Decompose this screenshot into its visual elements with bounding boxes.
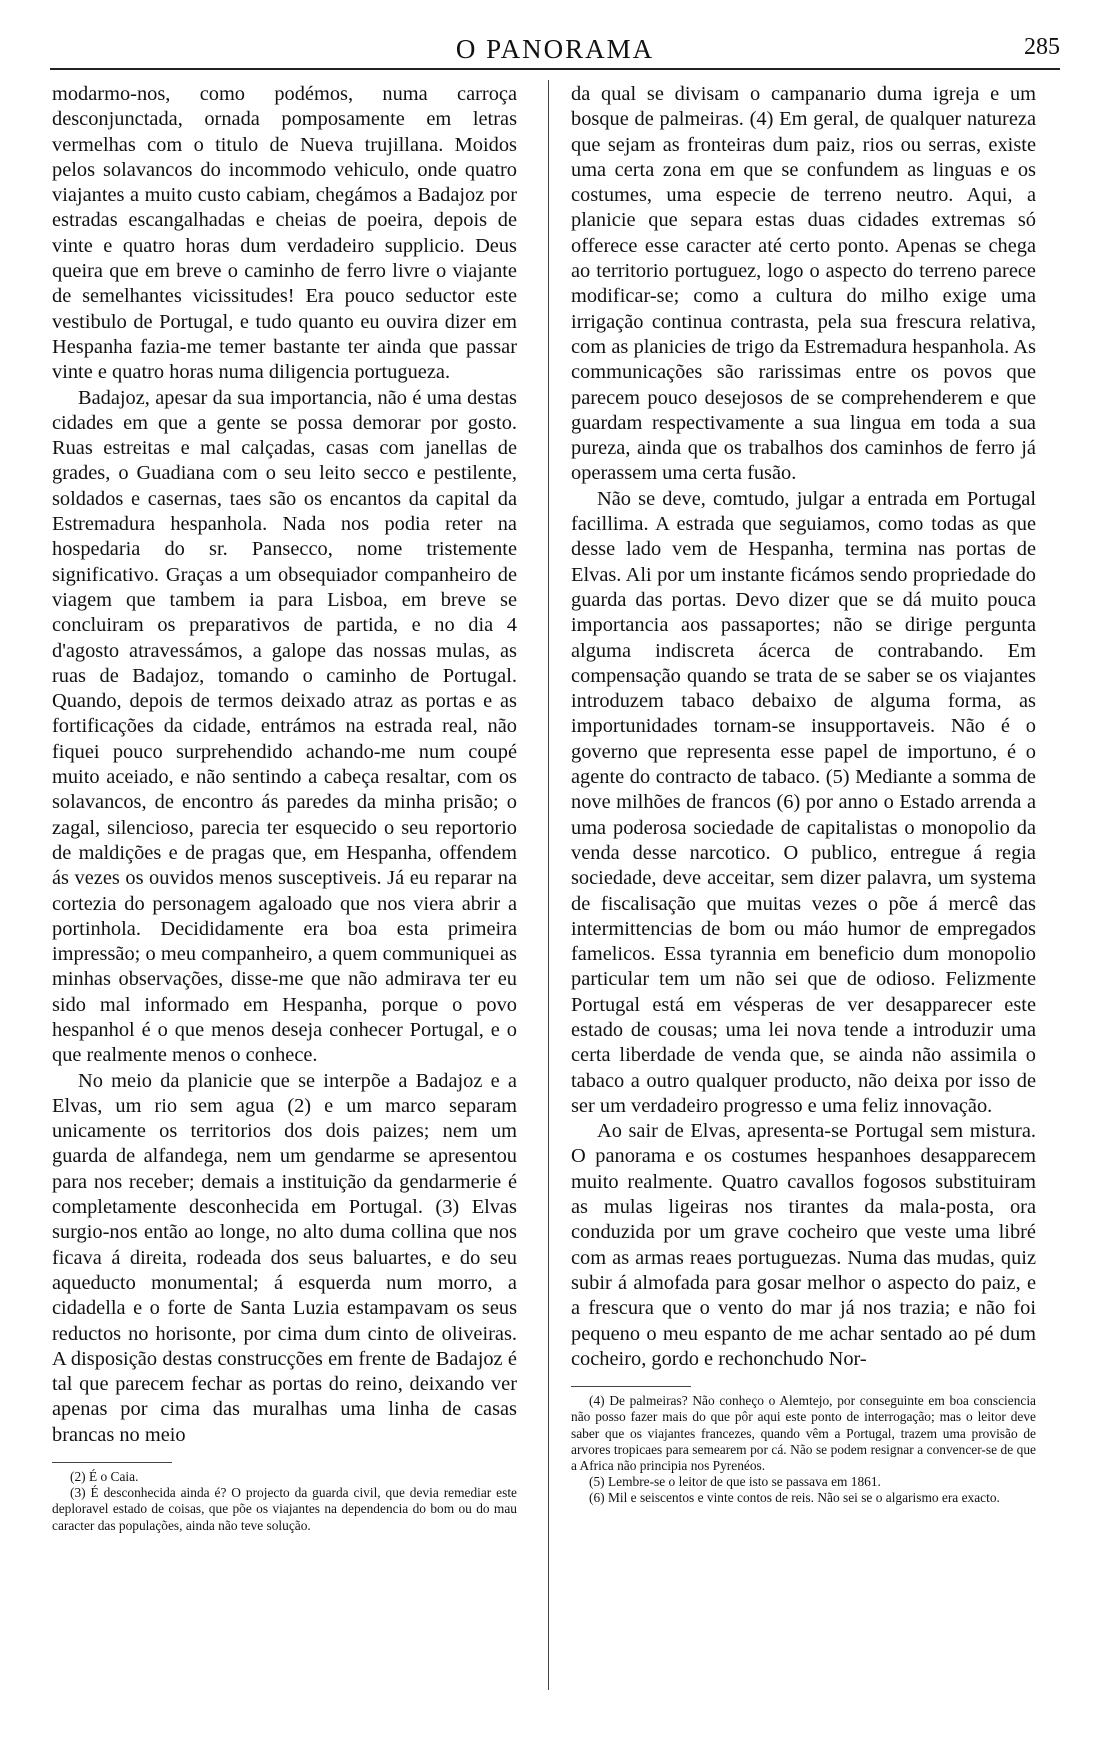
column-divider [548, 80, 549, 1690]
footnotes [52, 1462, 517, 1534]
left-column [52, 82, 517, 1534]
footnote: (3) É desconhecida ainda é? O projecto da guarda civil, que devia remediar este deploravel estado de coisas, que põe os viajantes na dependencia do bom ou do mau caracter das populações, ainda não teve solução. [52, 1485, 517, 1533]
paragraph: modarmo-nos, como podémos, numa carroça desconjunctada, ornada pomposamente em letras vermelhas com o titulo de Nueva trujillana. Moidos pelos solavancos do incommodo vehiculo, onde quatro viajantes a muito custo cabiam, chegámos a Badajoz por estradas escangalhadas e cheias de poeira, depois de vinte e quatro horas dum verdadeiro supplicio. Deus queira que em breve o caminho de ferro livre o viajante de semelhantes vicissitudes! Era pouco seductor este vestibulo de Portugal, e tudo quanto eu ouvira dizer em Hespanha fazia-me temer bastante ter ainda que passar vinte e quatro horas numa diligencia portugueza. [52, 83, 517, 384]
page-number: 285 [1024, 34, 1060, 60]
paragraph: No meio da planicie que se interpõe a Badajoz e a Elvas, um rio sem agua (2) e um marco separam unicamente os territorios dos dois paizes; nem um guarda de alfandega, nem um gendarme se apresentou para nos receber; demais a instituição da gendarmerie é completamente desconhecida em Portugal. (3) Elvas surgio-nos então ao longe, no alto duma collina que nos ficava á direita, rodeada dos seus baluartes, e do seu aqueducto monumental; á esquerda num morro, a cidadella e o forte de Santa Luzia estampavam os seus reductos no horisonte, por cima dum cinto de oliveiras. A disposição destas construcções em frente de Badajoz é tal que parecem fechar as portas do reino, deixando ver apenas por cima das muralhas uma linha de casas brancas no meio [52, 1069, 517, 1446]
footnote: (2) É o Caia. [70, 1469, 139, 1485]
footnote: (5) Lembre-se o leitor de que isto se passava em 1861. [589, 1474, 881, 1490]
paragraph: Não se deve, comtudo, julgar a entrada em Portugal facillima. A estrada que seguiamos, como todas as que desse lado vem de Hespanha, termina nas portas de Elvas. Ali por um instante ficámos sendo propriedade do guarda das portas. Devo dizer que se dá muito pouca importancia aos passaportes; não se dirige pergunta alguma indiscreta ácerca de contrabando. Em compensação quando se trata de se saber se os viajantes introduzem tabaco debaixo de alguma forma, as importunidades tornam-se insupportaveis. Não é o governo que representa esse papel de importuno, é o agente do contracto de tabaco. (5) Mediante a somma de nove milhões de francos (6) por anno o Estado arrenda a uma poderosa sociedade de capitalistas o monopolio da venda desse narcotico. O publico, entregue á regia sociedade, deve acceitar, sem dizer palavra, um systema de fiscalisação que muitas vezes o põe á mercê das intermittencias de bom ou máo humor de empregados famelicos. Essa tyrannia em beneficio dum monopolio particular tem um não sei que de odioso. Felizmente Portugal está em vésperas de ver desapparecer este estado de cousas; uma lei nova tende a introduzir uma certa liberdade de venda que, se ainda não assimila o tabaco a outro qualquer producto, não deixa por isso de ser um verdadeiro progresso e uma feliz innovação. [571, 487, 1036, 1117]
page-header [50, 28, 1060, 70]
footnote: (6) Mil e seiscentos e vinte contos de reis. Não sei se o algarismo era exacto. [589, 1490, 1000, 1506]
footnote: (4) De palmeiras? Não conheço o Alemtejo, por conseguinte em boa consciencia não posso fazer mais do que pôr aqui este ponto de interrogação; mas o leitor deve saber que os viajantes francezes, quando vêm a Portugal, trazem uma provisão de arvores tropicaes para semearem por cá. Não se podem resignar a convencer-se de que a Africa não principia nos Pyrenéos. [571, 1393, 1036, 1473]
right-column [571, 82, 1036, 1507]
footnotes [571, 1386, 1036, 1506]
paragraph: da qual se divisam o campanario duma igreja e um bosque de palmeiras. (4) Em geral, de qualquer natureza que sejam as fronteiras dum paiz, rios ou serras, existe uma certa zona em que se confundem as linguas e os costumes, uma especie de terreno neutro. Aqui, a planicie que separa estas duas cidades extremas só offerece esse caracter até certo ponto. Apenas se chega ao territorio portuguez, logo o aspecto do terreno parece modificar-se; como a cultura do milho exige uma irrigação continua contrasta, pela sua frescura relativa, com as planicies de trigo da Estremadura hespanhola. As communicações são rarissimas entre os povos que parecem pouco desejosos de se comprehenderem e que guardam respectivamente a sua lingua em toda a sua pureza, ainda que os trabalhos dos caminhos de ferro já operassem uma certa fusão. [571, 83, 1036, 485]
paragraph: Ao sair de Elvas, apresenta-se Portugal sem mistura. O panorama e os costumes hespanhoes desapparecem muito realmente. Quatro cavallos fogosos substituiram as mulas ligeiras nos tirantes da mala-posta, ora conduzida por um grave cocheiro que veste uma libré com as armas reaes portuguezas. Numa das mudas, quiz subir á almofada para gosar melhor o aspecto do paiz, e a frescura que o vento do mar já nos trazia; e não foi pequeno o meu espanto de me achar sentado ao pé dum cocheiro, gordo e rechonchudo Nor- [571, 1120, 1036, 1370]
footnote-rule [52, 1462, 172, 1463]
running-title: O PANORAMA [455, 34, 655, 64]
footnote-rule [571, 1386, 691, 1387]
paragraph: Badajoz, apesar da sua importancia, não é uma destas cidades em que a gente se possa demorar por gosto. Ruas estreitas e mal calçadas, casas com janellas de grades, o Guadiana com o seu leito secco e pestilente, soldados e casernas, taes são os encantos da capital da Estremadura hespanhola. Nada nos podia reter na hospedaria do sr. Pansecco, nome tristemente significativo. Graças a um obsequiador companheiro de viagem que tambem ia para Lisboa, em breve se concluiram os preparativos de partida, e no dia 4 d'agosto atravessámos, a galope das nossas mulas, as ruas de Badajoz, tomando o caminho de Portugal. Quando, depois de termos deixado atraz as portas e as fortificações da cidade, entrámos na estrada real, não fiquei pouco surprehendido achando-me num coupé muito aceiado, e não sentindo a cabeça resaltar, com os solavancos, de encontro ás paredes da minha prisão; o zagal, silencioso, parecia ter esquecido o seu reportorio de maldições e de pragas que, em Hespanha, offendem ás vezes os ouvidos menos susceptiveis. Já eu reparar na cortezia do personagem agaloado que nos viera abrir a portinhola. Decididamente era boa esta primeira impressão; o meu companheiro, a quem communiquei as minhas observações, disse-me que não admirava ter eu sido mal informado em Hespanha, porque o povo hespanhol é o que menos deseja conhecer Portugal, e o que realmente menos o conhece. [52, 386, 517, 1067]
